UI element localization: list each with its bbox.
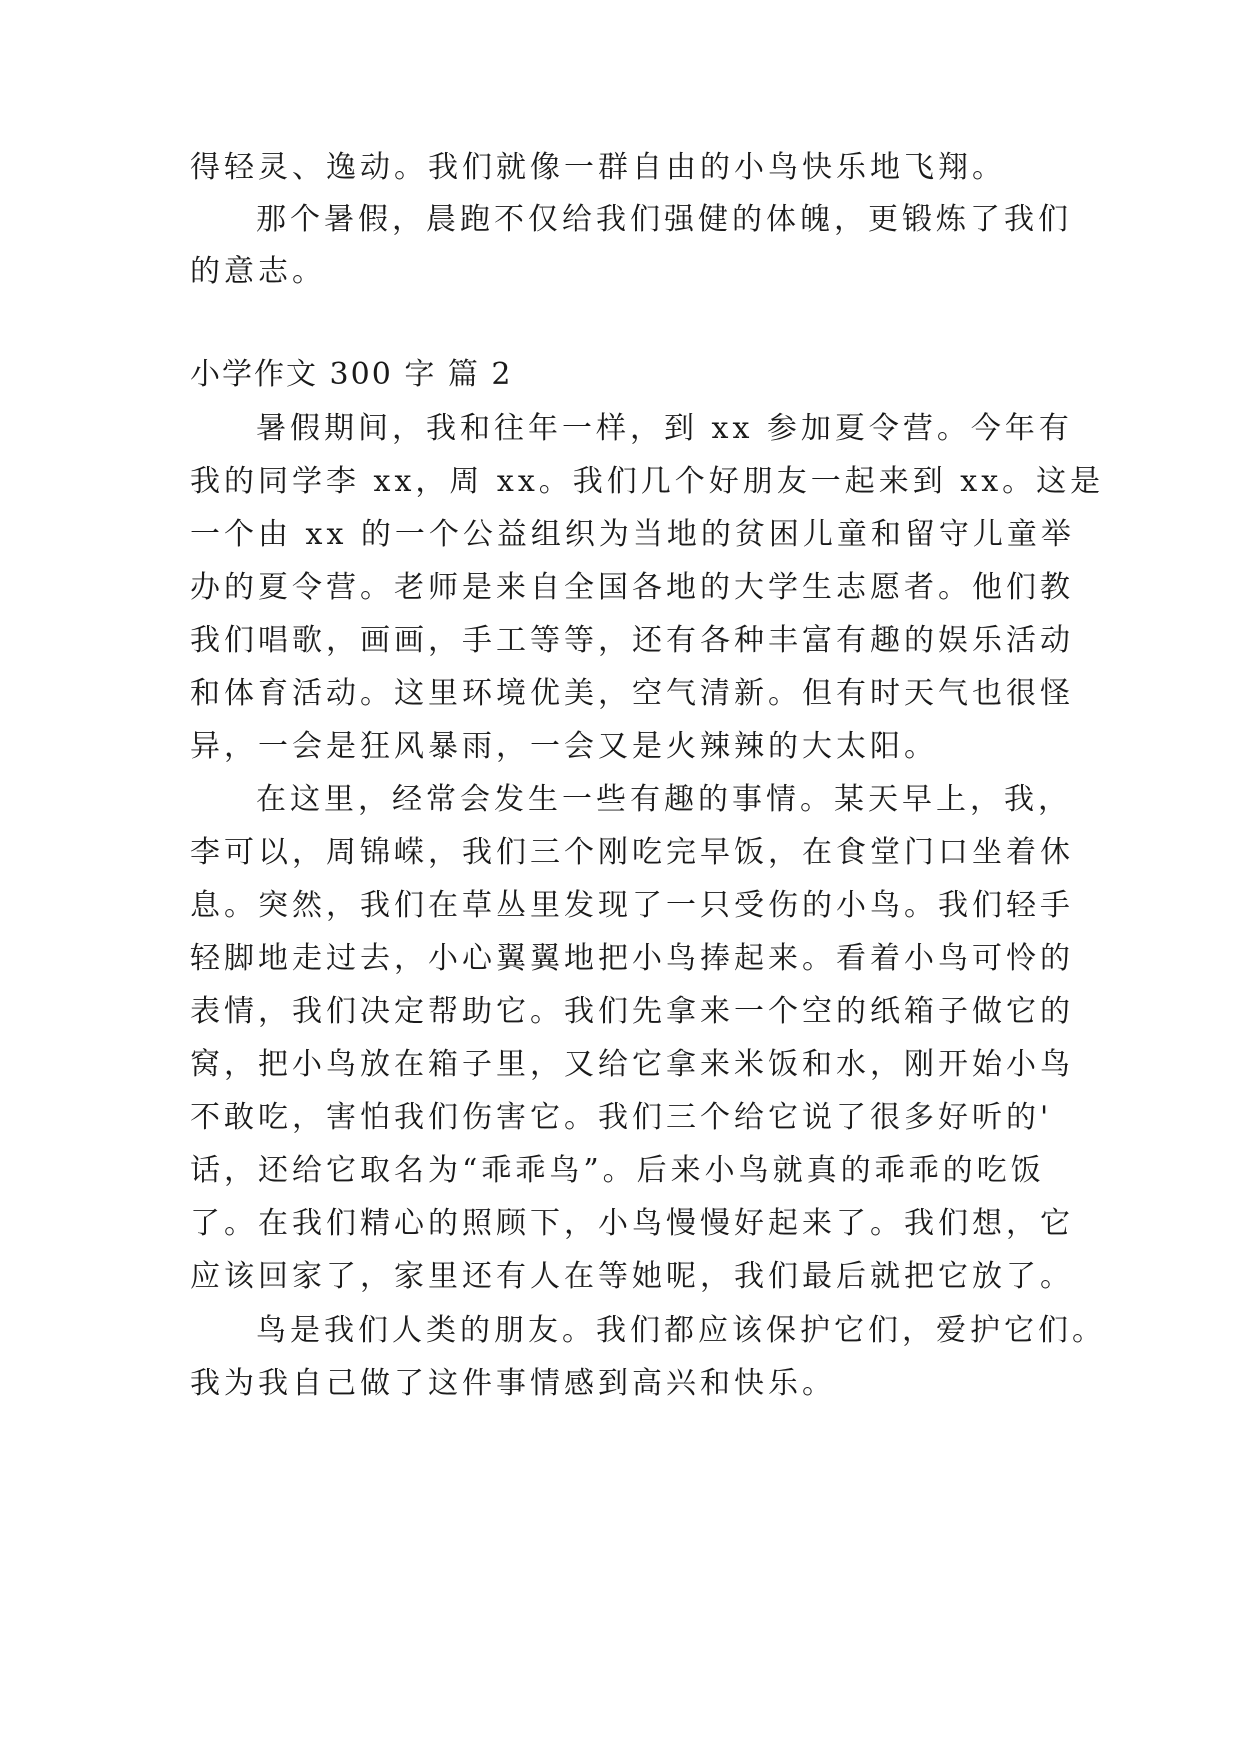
- paragraph-line: 的意志。: [190, 254, 326, 289]
- paragraph-line: 暑假期间，我和往年一样，到 xx 参加夏令营。今年有: [256, 411, 1073, 446]
- paragraph-line: 息。突然，我们在草丛里发现了一只受伤的小鸟。我们轻手: [190, 888, 1074, 923]
- section-heading: 小学作文 300 字 篇 2: [190, 357, 513, 392]
- paragraph-line: 话，还给它取名为“乖乖鸟”。后来小鸟就真的乖乖的吃饭: [190, 1153, 1045, 1188]
- paragraph-line: 那个暑假，晨跑不仅给我们强健的体魄，更锻炼了我们: [256, 202, 1072, 237]
- paragraph-line: 应该回家了，家里还有人在等她呢，我们最后就把它放了。: [190, 1259, 1074, 1294]
- paragraph-line: 不敢吃，害怕我们伤害它。我们三个给它说了很多好听的': [190, 1100, 1053, 1135]
- paragraph-line: 办的夏令营。老师是来自全国各地的大学生志愿者。他们教: [190, 570, 1074, 605]
- paragraph-line: 一个由 xx 的一个公益组织为当地的贫困儿童和留守儿童举: [190, 517, 1075, 552]
- paragraph-line: 和体育活动。这里环境优美，空气清新。但有时天气也很怪: [190, 676, 1074, 711]
- paragraph-line: 表情，我们决定帮助它。我们先拿来一个空的纸箱子做它的: [190, 994, 1074, 1029]
- paragraph-line: 了。在我们精心的照顾下，小鸟慢慢好起来了。我们想，它: [190, 1206, 1074, 1241]
- paragraph-line: 得轻灵、逸动。我们就像一群自由的小鸟快乐地飞翔。: [190, 150, 1006, 185]
- paragraph-line: 轻脚地走过去，小心翼翼地把小鸟捧起来。看着小鸟可怜的: [190, 941, 1074, 976]
- paragraph-line: 我们唱歌，画画，手工等等，还有各种丰富有趣的娱乐活动: [190, 623, 1074, 658]
- paragraph-line: 异，一会是狂风暴雨，一会又是火辣辣的大太阳。: [190, 729, 938, 764]
- paragraph-line: 鸟是我们人类的朋友。我们都应该保护它们，爱护它们。: [256, 1313, 1106, 1348]
- paragraph-line: 窝，把小鸟放在箱子里，又给它拿来米饭和水，刚开始小鸟: [190, 1047, 1074, 1082]
- paragraph-line: 我的同学李 xx，周 xx。我们几个好朋友一起来到 xx。这是: [190, 464, 1105, 499]
- paragraph-line: 李可以，周锦嵘，我们三个刚吃完早饭，在食堂门口坐着休: [190, 835, 1074, 870]
- paragraph-line: 在这里，经常会发生一些有趣的事情。某天早上，我，: [256, 782, 1072, 817]
- paragraph-line: 我为我自己做了这件事情感到高兴和快乐。: [190, 1366, 836, 1401]
